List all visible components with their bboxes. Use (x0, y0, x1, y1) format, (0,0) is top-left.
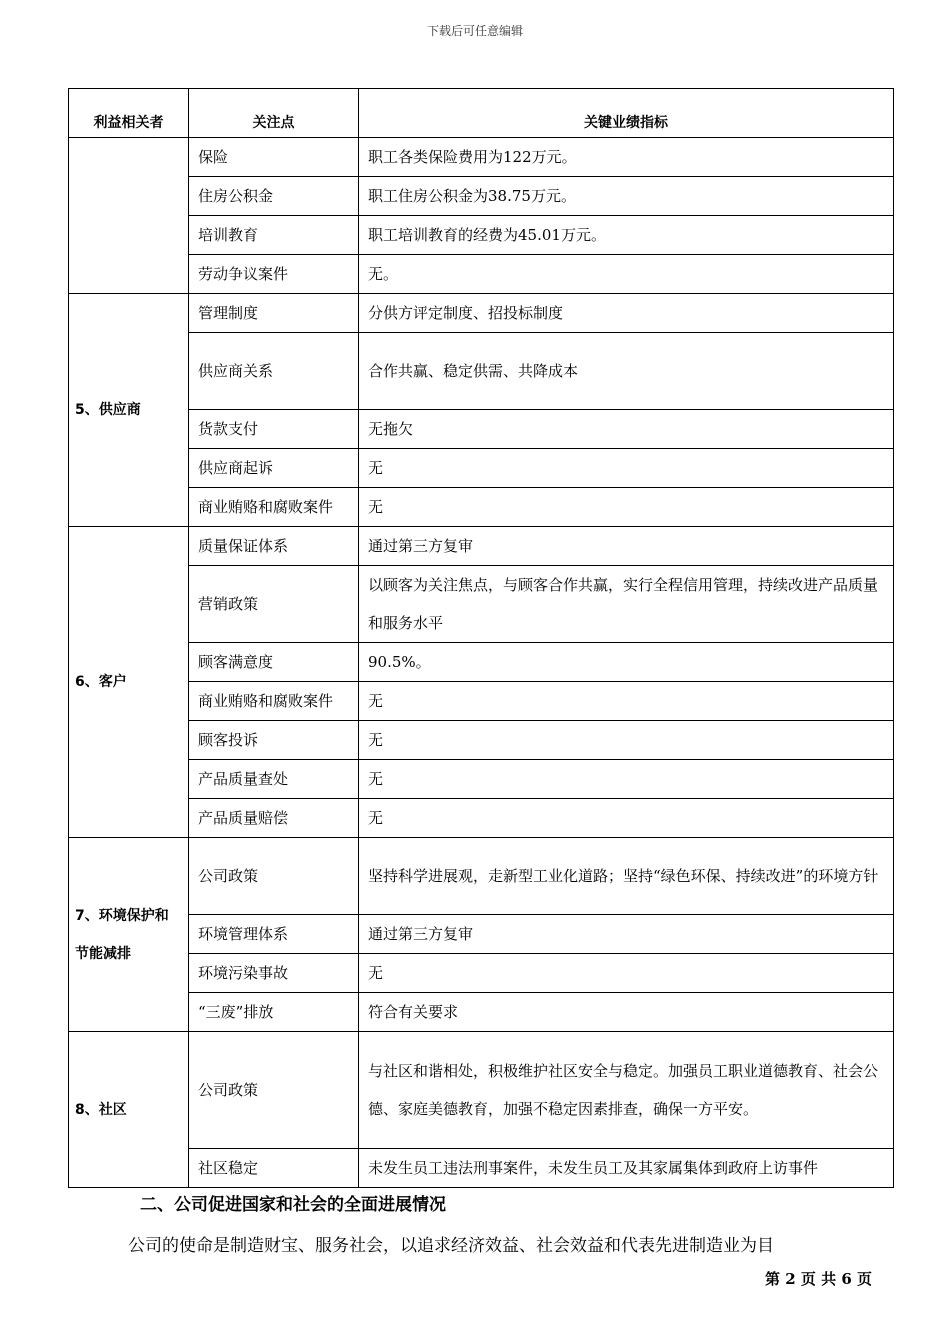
table-row (69, 138, 894, 177)
kpi-cell: 无 (359, 954, 894, 993)
focus-cell: 质量保证体系 (189, 527, 359, 566)
header-kpi: 关键业绩指标 (359, 89, 894, 138)
kpi-cell: 无拖欠 (359, 410, 894, 449)
kpi-cell: 无 (359, 760, 894, 799)
focus-cell: 保险 (189, 138, 359, 177)
table-row (69, 1149, 894, 1188)
table-row (69, 255, 894, 294)
kpi-cell: 职工各类保险费用为122万元。 (359, 138, 894, 177)
body-paragraph: 公司的使命是制造财宝、服务社会，以追求经济效益、社会效益和代表先进制造业为目 (128, 1236, 774, 1256)
kpi-cell: 与社区和谐相处，积极维护社区安全与稳定。加强员工职业道德教育、社会公德、家庭美德教育，加强不稳定因素排查，确保一方平安。 (359, 1032, 894, 1149)
stakeholder-cell: 6、客户 (69, 527, 189, 838)
table-row (69, 177, 894, 216)
header-stakeholder: 利益相关者 (69, 89, 189, 138)
header-focus: 关注点 (189, 89, 359, 138)
focus-cell: 产品质量赔偿 (189, 799, 359, 838)
kpi-cell: 以顾客为关注焦点，与顾客合作共赢，实行全程信用管理，持续改进产品质量和服务水平 (359, 566, 894, 643)
focus-cell: 供应商起诉 (189, 449, 359, 488)
kpi-cell: 符合有关要求 (359, 993, 894, 1032)
focus-cell: 公司政策 (189, 1032, 359, 1149)
stakeholder-cell: 7、环境保护和节能减排 (69, 838, 189, 1032)
kpi-cell: 通过第三方复审 (359, 527, 894, 566)
stakeholder-cell: 8、社区 (69, 1032, 189, 1188)
table-row (69, 566, 894, 643)
kpi-table-body (69, 138, 894, 1188)
header-note: 下载后可任意编辑 (426, 24, 523, 38)
kpi-cell: 无 (359, 682, 894, 721)
focus-cell: 劳动争议案件 (189, 255, 359, 294)
stakeholder-cell: 5、供应商 (69, 294, 189, 527)
kpi-cell: 无 (359, 799, 894, 838)
focus-cell: 培训教育 (189, 216, 359, 255)
kpi-cell: 分供方评定制度、招投标制度 (359, 294, 894, 333)
focus-cell: “三废”排放 (189, 993, 359, 1032)
focus-cell: 营销政策 (189, 566, 359, 643)
table-row (69, 799, 894, 838)
kpi-cell: 通过第三方复审 (359, 915, 894, 954)
kpi-cell: 无 (359, 721, 894, 760)
table-row (69, 488, 894, 527)
table-row (69, 216, 894, 255)
table-row (69, 838, 894, 915)
kpi-cell: 无 (359, 488, 894, 527)
table-row (69, 449, 894, 488)
kpi-cell: 坚持科学进展观，走新型工业化道路；坚持“绿色环保、持续改进”的环境方针 (359, 838, 894, 915)
table-row (69, 993, 894, 1032)
kpi-cell: 无 (359, 449, 894, 488)
focus-cell: 社区稳定 (189, 1149, 359, 1188)
kpi-cell: 90.5%。 (359, 643, 894, 682)
focus-cell: 环境污染事故 (189, 954, 359, 993)
focus-cell: 住房公积金 (189, 177, 359, 216)
table-header-row (69, 89, 894, 138)
focus-cell: 货款支付 (189, 410, 359, 449)
table-row (69, 954, 894, 993)
kpi-cell: 职工住房公积金为38.75万元。 (359, 177, 894, 216)
kpi-cell: 合作共赢、稳定供需、共降成本 (359, 333, 894, 410)
focus-cell: 产品质量查处 (189, 760, 359, 799)
table-row (69, 294, 894, 333)
table-row (69, 1032, 894, 1149)
table-row (69, 760, 894, 799)
focus-cell: 环境管理体系 (189, 915, 359, 954)
focus-cell: 管理制度 (189, 294, 359, 333)
stakeholder-cell (69, 138, 189, 294)
focus-cell: 商业贿赂和腐败案件 (189, 488, 359, 527)
section-heading: 二、公司促进国家和社会的全面进展情况 (140, 1195, 446, 1215)
focus-cell: 顾客满意度 (189, 643, 359, 682)
page-number: 第 2 页 共 6 页 (765, 1270, 872, 1288)
table-row (69, 333, 894, 410)
kpi-cell: 未发生员工违法刑事案件，未发生员工及其家属集体到政府上访事件 (359, 1149, 894, 1188)
table-row (69, 915, 894, 954)
kpi-cell: 职工培训教育的经费为45.01万元。 (359, 216, 894, 255)
focus-cell: 商业贿赂和腐败案件 (189, 682, 359, 721)
kpi-cell: 无。 (359, 255, 894, 294)
focus-cell: 公司政策 (189, 838, 359, 915)
table-row (69, 721, 894, 760)
table-row (69, 410, 894, 449)
focus-cell: 顾客投诉 (189, 721, 359, 760)
focus-cell: 供应商关系 (189, 333, 359, 410)
table-row (69, 682, 894, 721)
table-row (69, 527, 894, 566)
table-row (69, 643, 894, 682)
kpi-table (68, 88, 894, 1188)
